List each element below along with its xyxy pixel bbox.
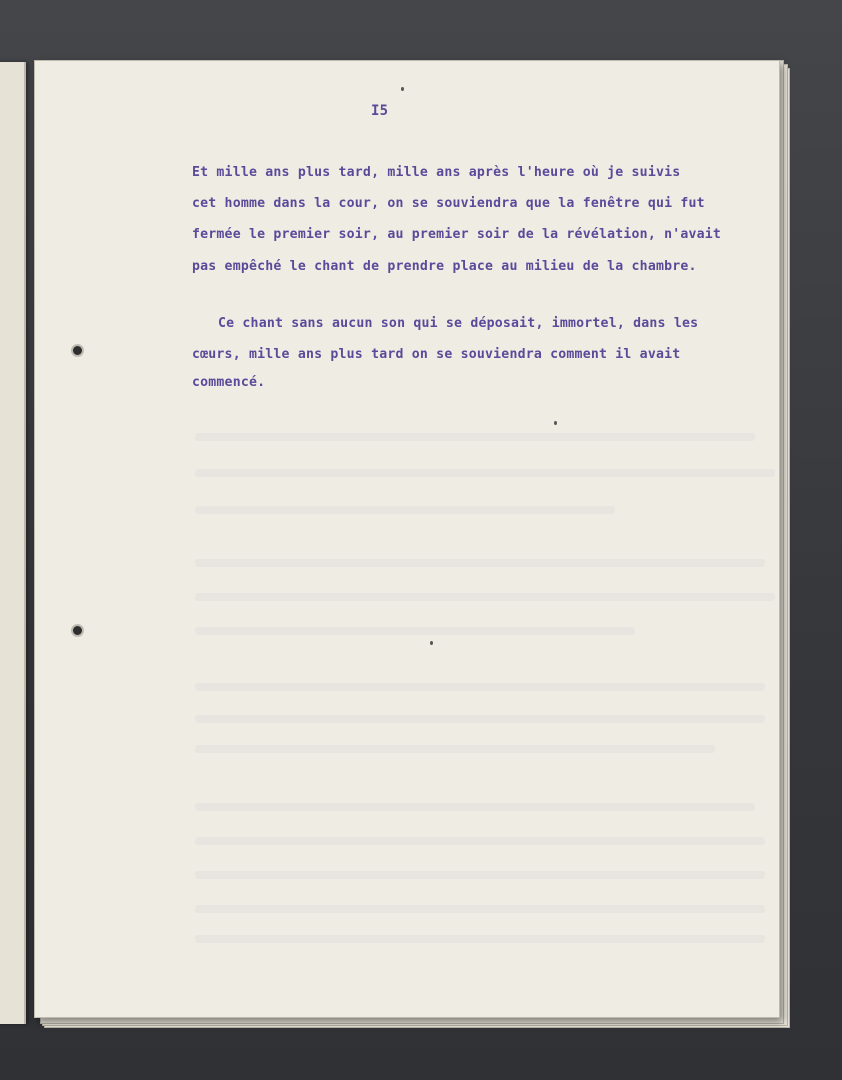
bleed-through — [195, 469, 775, 477]
bleed-through — [195, 837, 765, 845]
paper-speck — [430, 641, 433, 645]
typewritten-page — [34, 60, 780, 1018]
binding-hole — [73, 346, 82, 355]
bleed-through — [195, 871, 765, 879]
bleed-through — [195, 559, 765, 567]
bleed-through — [195, 905, 765, 913]
paragraph-1-line-3: fermée le premier soir, au premier soir de la révélation, n'avait — [192, 227, 722, 242]
paragraph-1-line-1: Et mille ans plus tard, mille ans après l'heure où je suivis — [192, 165, 681, 180]
bleed-through — [195, 803, 755, 811]
binding-hole — [73, 626, 82, 635]
bleed-through — [195, 627, 635, 635]
paragraph-1-line-4: pas empêché le chant de prendre place au milieu de la chambre. — [192, 259, 697, 274]
paragraph-2-line-2: cœurs, mille ans plus tard on se souviendra comment il avait — [192, 347, 681, 362]
page-number: I5 — [371, 103, 389, 119]
bleed-through — [195, 935, 765, 943]
bleed-through — [195, 433, 755, 441]
bleed-through — [195, 506, 615, 514]
paper-speck — [401, 87, 404, 91]
bleed-through — [195, 593, 775, 601]
bleed-through — [195, 715, 765, 723]
paragraph-2-line-3: commencé. — [192, 375, 266, 390]
paper-speck — [554, 421, 557, 425]
bleed-through — [195, 683, 765, 691]
adjacent-page-edge — [0, 62, 26, 1024]
paragraph-1-line-2: cet homme dans la cour, on se souviendra que la fenêtre qui fut — [192, 196, 705, 211]
bleed-through — [195, 745, 715, 753]
paragraph-2-line-1: Ce chant sans aucun son qui se déposait, immortel, dans les — [218, 316, 699, 331]
